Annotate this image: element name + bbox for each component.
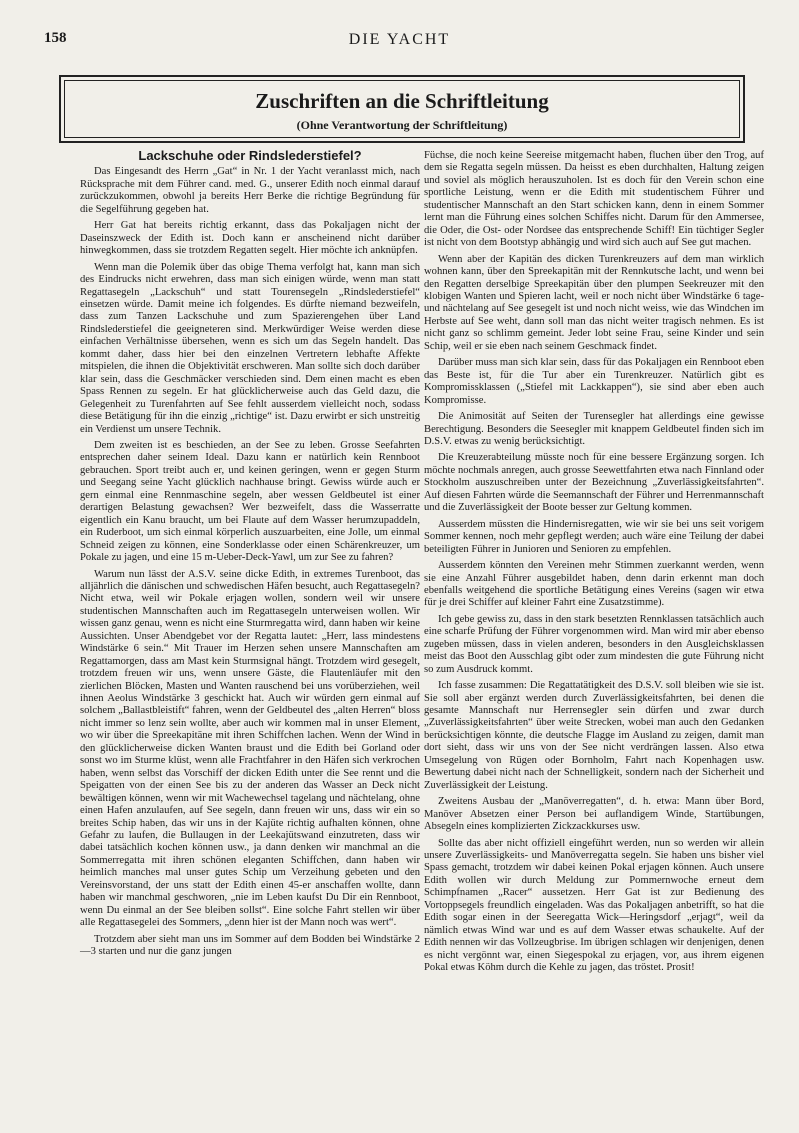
article-paragraph: Herr Gat hat bereits richtig erkannt, dass das Pokaljagen nicht der Daseinszweck der Edith ist. Doch kann er anscheinend nicht darüber hinwegkommen, dass sie trotzdem Regatten segelt. Hier möchte ich anknüpfen. — [80, 220, 420, 257]
article-paragraph: Trotzdem aber sieht man uns im Sommer auf dem Bodden bei Windstärke 2—3 starten und nur die ganz jungen — [80, 933, 420, 958]
section-subtitle: (Ohne Verantwortung der Schriftleitung) — [296, 118, 508, 132]
article-paragraph: Wenn aber der Kapitän des dicken Turenkreuzers auf dem man wirklich wohnen kann, über den Spreekapitän mit der Rennkutsche lacht, und wenn bei den Regatten derselbige Spreekapitän über den plumpen Seekreuzer mit den klobigen Wanten und Spieren lacht, weil er noch nicht über Windstärke 6 tage- und nächtelang auf See gesegelt ist und noch nicht weiss, wie das Windchen im Herbste auf See weht, dann soll man das nicht weiter tragisch nehmen. Es ist nicht ganz so schlimm gemeint. Jeder lobt seine Frau, seine Kinder und sein Schip, weil er sie eben nach seinem Geschmack findet. — [424, 253, 764, 352]
article-paragraph: Warum nun lässt der A.S.V. seine dicke Edith, in extremes Turenboot, das alljährlich die dänischen und schwedischen Häfen besucht, auch Regattasegeln? Nicht etwa, weil wir Pokale erjagen wollen, sondern weil wir unsere studentischen Mannschaften auch im Regattasegeln unterweisen wollen. Wir wissen ganz genau, wenn es nicht eine Sturmregatta wird, dann haben wir keine Aussichten. Unser Abendgebet vor der Regatta lautet: „Herr, lass mindestens Windstärke 6 sein.“ Mit Trauer im Herzen sehen unsere Mannschaften am Regattamorgen, dass am Mast kein Sturmsignal hängt. Trotzdem wird gesegelt, trotzdem freuen wir uns, wenn unsere Gäste, die Flautenläufer mit den zierlichen Blöcken, Masten und Wanten rauschend bei uns vorüberziehen, weil ihnen Aeolus Windstärke 3 geschickt hat. Auch wir würden gern einmal auf solchem „Ballastbleistift“ fahren, wenn der Geldbeutel des „alten Herren“ bloss nicht immer so lenz sein wollte, aber auch wir kommen mal in unser Element, wo wir über die Spreekapitäne mit ihren Schiffchen lachen. Wenn der Wind in den glücklicherweise dicken Wanten braust und die Edith bei Gorland oder sonst wo im Sturme klüst, wenn alle Frachtfahrer in den Häfen sich verkrochen haben, wenn selbst das Vorschiff der dicken Edith unter die See rennt und die Speigatten von der einen See bis zu der anderen das Wasser an Deck nicht bewältigen können, wenn wir mit Wachewechsel tagelang und nächtelang, ohne einen Hafen anzulaufen, auf See segeln, dann freuen wir uns, dass wir ein so breites Schip haben, das wir uns in der Kajüte richtig aufhalten können, ohne Gefahr zu laufen, die Bullaugen in der Leekajütswand einzutreten, dass wir dabei tatsächlich kochen können usw., ja dann denken wir manchmal an die Sommerregatta mit ihren schönen eleganten Schiffchen, dann haben wir heimlich manches mal unser gutes Schip um Verzeihung gebeten und den Vereinsvorstand, der uns statt der Edith einen 45-er anschaffen wollte, dann haben wir manchmal geschworen, „nie im Leben kaufst Du Dir ein Rennboot, wenn Du einmal an der See bleiben sollst“. Eine solche Fahrt stellen wir über alle Regattasegelei des Sommers, „denn hier ist der Mann noch was wert“. — [80, 568, 420, 929]
article-paragraph: Ich gebe gewiss zu, dass in den stark besetzten Rennklassen tatsächlich auch eine scharfe Prüfung der Führer vorgenommen wird. Man wird mir aber ebenso zugeben müssen, dass in vielen anderen, besonders in den Ausgleichsklassen meist das Boot den Ausschlag gibt oder zum mindesten die gute Führung nicht so zum Ausdruck kommt. — [424, 613, 764, 675]
article-paragraph: Füchse, die noch keine Seereise mitgemacht haben, fluchen über den Trog, auf dem sie Regatta segeln müssen. Da heisst es eben durchhalten, Haltung zeigen und soviel als möglich herauszuholen. Ist es doch für den Verein schon eine sportliche Leistung, wenn er die Edith mit studentischem Führer und studentischer Mannschaft an den Start schicken kann, denn in einem Sommer lernt man die Führung eines solchen Schiffes nicht. Darum für den Ammersee, die Oder, die Ost- oder Nordsee das entsprechende Schiff! Ein tüchtiger Segler ist nicht von dem Bootstyp abhängig und wird sich auch auf See gut machen. — [424, 150, 764, 249]
article-paragraph: Ausserdem könnten den Vereinen mehr Stimmen zuerkannt werden, wenn sie eine Anzahl Führer ausgebildet haben, denn darin erkennt man doch ebenfalls weitgehend die sportliche Betätigung eines Vereins (sagen wir etwa für je drei Schiffer auf kleiner Fahrt eine Zusatzstimme). — [424, 560, 764, 609]
article-paragraph: Ausserdem müssten die Hindernisregatten, wie wir sie bei uns seit vorigem Sommer kennen, noch mehr gepflegt werden; auch wäre eine Teilung der dabei beteiligten Führer in Junioren und Senioren zu empfehlen. — [424, 518, 764, 555]
article-paragraph: Die Animosität auf Seiten der Turensegler hat allerdings eine gewisse Berechtigung. Besonders die Seesegler mit knappem Geldbeutel finden sich im D.S.V. etwas zu wenig berücksichtigt. — [424, 411, 764, 447]
article-paragraph: Das Eingesandt des Herrn „Gat“ in Nr. 1 der Yacht veranlasst mich, nach Rücksprache mit dem Führer cand. med. G., unserer Edith noch einmal darauf zurückzukommen, obwohl ja bereits Herr Berke die richtige Begründung für die Segelführung gegeben hat. — [80, 166, 420, 215]
running-title: DIE YACHT — [348, 31, 451, 48]
section-title: Zuschriften an die Schriftleitung — [255, 89, 549, 113]
article-heading: Lackschuhe oder Rindslederstiefel? — [138, 148, 362, 163]
article-paragraph: Darüber muss man sich klar sein, dass für das Pokaljagen ein Rennboot eben das Beste ist, für die Tur aber ein Turenkreuzer. Natürlich gibt es Kompromissklassen („Stiefel mit Lackkappen“), sie sind aber eben auch Kompromisse. — [424, 357, 764, 406]
article-paragraph: Dem zweiten ist es beschieden, an der See zu leben. Grosse Seefahrten entsprechen daher seinem Ideal. Dazu kann er natürlich kein Rennboot gebrauchen. Sport treibt auch er, und keinen geringen, wenn er gegen Sturm und Seegang seine Yacht glücklich nachhause bringt. Gewiss würde auch er gern einmal eine Rennmaschine segeln, aber wessen Geldbeutel ist einer derartigen Belastung gewachsen? Wer bezweifelt, dass die Wasserratte eigentlich ein Kanu braucht, um bei Flaute auf dem Wasser herumzupaddeln, ein Ruderboot, um sich einmal körperlich auszuarbeiten, eine Jolle, um einmal Schneid zeigen zu können, eine Sonderklasse oder einen Schärenkreuzer, um Pokale zu jagen, und eine 15 m-Ueber-Deck-Yawl, um zur See zu fahren? — [80, 439, 420, 564]
page-number: 158 — [44, 30, 67, 46]
left-column — [80, 150, 420, 963]
section-title-box — [59, 75, 745, 143]
article-paragraph: Ich fasse zusammen: Die Regattatätigkeit des D.S.V. soll bleiben wie sie ist. Sie soll aber ergänzt werden durch Zuverlässigkeitsfahrten, bei denen die gesamte Mannschaft nur Herrensegler sein dürfen und zwar durch „Zuverlässigkeitsfahrten“ über weite Strecken, wobei man auch den Gedanken berücksichtigen könnte, die deutsche Flagge im Ausland zu zeigen, damit man dort sieht, dass wir uns von der See nicht verdrängen lassen. Also etwa Umsegelung von Rügen oder Bornholm, Fahrt nach Kopenhagen usw. Bewertung dabei nicht nach der Schnelligkeit, sondern nach der Sicherheit und Zuverlässigkeit der Leistung. — [424, 680, 764, 791]
article-paragraph: Wenn man die Polemik über das obige Thema verfolgt hat, kann man sich des Eindrucks nicht erwehren, dass man sich einigen würde, wenn man statt Regattasegeln „Lackschuh“ und statt Tourensegeln „Rindslederstiefel“ einsetzen würde. Damit meine ich folgendes. Es dürfte niemand bezweifeln, dass zum Tanzen Lackschuhe und zum Spazierengehen über Land Rindslederstiefel die geeigneteren sind. Merkwürdiger Weise werden diese einfachen Verhältnisse übersehen, wenn es sich um das Segeln handelt. Das kommt daher, dass hier bei den einzelnen Vertretern lebhafte Affekte mitspielen, die ihnen die Objektivität erschweren. Man sollte sich doch darüber klar sein, dass die Geschmäcker verschieden sind. Dem einen macht es eben Spass Rennen zu segeln. Er hat glücklicherweise auch das Geld dazu, die Gelegenheit zu Turenfahrten auf See fehlt ausserdem vielleicht noch, sodass diese Betätigung für ihn die einzig „richtige“ ist. Dazu erwirbt er sich unstreitig ein Verdienst um unsere Technik. — [80, 261, 420, 435]
article-paragraph: Die Kreuzerabteilung müsste noch für eine bessere Ergänzung sorgen. Ich möchte nochmals anregen, auch grosse Seewettfahrten etwa nach Finnland oder Stockholm auszuschreiben unter der Bezeichnung „Zuverlässigkeitsfahrten“. Auf diesen Fahrten würde die Seemannschaft der Führer und Herrenmannschaft und die Zuverlässigkeit der Boote besser zur Geltung kommen. — [424, 452, 764, 514]
right-column — [424, 150, 764, 979]
article-paragraph: Sollte das aber nicht offiziell eingeführt werden, nun so werden wir allein unsere Zuverlässigkeits- und Manöverregatta segeln. Sie haben uns bisher viel Spass gemacht, trotzdem wir dabei keinen Pokal erjagen können. Auch unsere Edith wollen wir durch Meldung zur Pommernwoche erneut dem Schimpfnamen „Racer“ aussetzen. Herr Gat ist zur Bedienung des Vortoppsegels freundlich eingeladen. Was das Pokaljagen anbetrifft, so hat die Edith sogar einen in der Seeregatta Wick—Heringsdorf „erjagt“, weil da nämlich etwas Wind war und es auf dem Wasser etwas schaukelte. Auf der Edith nennen wir das Vollzeugbrise. Im übrigen schlagen wir denjenigen, denen es nicht vergönnt war, einen Siegespokal zu erjagen, vor, aus ihrem eigenen Pokal etwas Köhm durch die Kehle zu jagen, das tröstet. Prosit! — [424, 837, 764, 974]
article-paragraph: Zweitens Ausbau der „Manöverregatten“, d. h. etwa: Mann über Bord, Manöver Absetzen einer Person bei auflandigem Winde, Startübungen, Absegeln eines komplizierten Zickzackkurses usw. — [424, 796, 764, 833]
